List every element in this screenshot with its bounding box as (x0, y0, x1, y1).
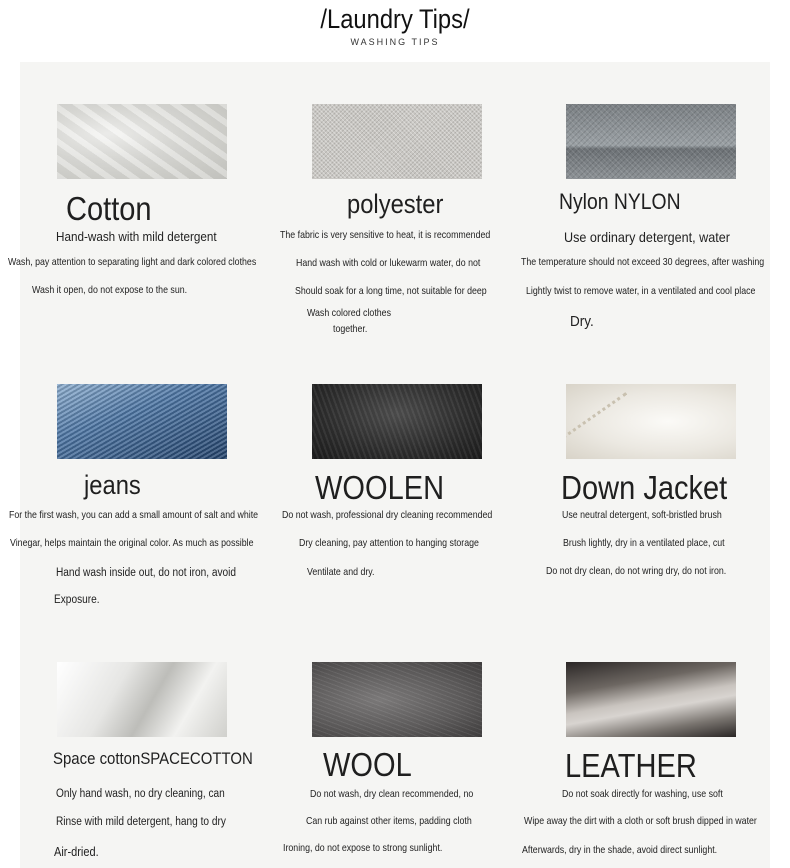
polyester-tip-3: Should soak for a long time, not suitable for deep (295, 285, 487, 297)
polyester-tip-4: Wash colored clothes (307, 307, 391, 319)
fabric-name-woolen: WOOLEN (315, 469, 445, 506)
space-cotton-tip-3: Air-dried. (54, 845, 99, 859)
leather-tip-1: Do not soak directly for washing, use soft (562, 788, 723, 800)
fabric-name-space-cotton: Space cottonSPACECOTTON (53, 749, 253, 768)
polyester-tip-2: Hand wash with cold or lukewarm water, do not (296, 257, 481, 269)
fabric-name-down-jacket: Down Jacket (561, 469, 728, 506)
fabric-name-polyester: polyester (347, 189, 444, 219)
space-cotton-fabric-image (57, 662, 227, 737)
cotton-tip-2: Wash, pay attention to separating light and dark colored clothes (8, 256, 257, 268)
wool-tip-3: Ironing, do not expose to strong sunlight. (283, 842, 443, 854)
leather-tip-3: Afterwards, dry in the shade, avoid direct sunlight. (522, 844, 718, 856)
wool-tip-2: Can rub against other items, padding cloth (306, 815, 472, 827)
woolen-tip-3: Ventilate and dry. (307, 566, 375, 578)
nylon-fabric-image (566, 104, 736, 179)
page-title: /Laundry Tips/ (320, 4, 470, 34)
woolen-tip-1: Do not wash, professional dry cleaning recommended (282, 509, 493, 521)
jeans-tip-1: For the first wash, you can add a small amount of salt and white (9, 509, 259, 521)
woolen-fabric-image (312, 384, 482, 459)
leather-tip-2: Wipe away the dirt with a cloth or soft brush dipped in water (524, 815, 757, 827)
jeans-tip-4: Exposure. (54, 594, 100, 606)
down-jacket-tip-3: Do not dry clean, do not wring dry, do not iron. (546, 565, 727, 577)
cotton-tip-1: Hand-wash with mild detergent (56, 229, 217, 244)
fabric-name-leather: LEATHER (565, 747, 697, 784)
space-cotton-tip-2: Rinse with mild detergent, hang to dry (56, 816, 226, 828)
nylon-tip-4: Dry. (570, 313, 594, 330)
nylon-tip-1: Use ordinary detergent, water (564, 229, 730, 245)
nylon-tip-3: Lightly twist to remove water, in a ventilated and cool place (526, 285, 756, 297)
fabric-name-nylon: Nylon NYLON (559, 189, 681, 214)
cotton-fabric-image (57, 104, 227, 179)
page-subtitle: WASHING TIPS (350, 37, 440, 47)
polyester-fabric-image (312, 104, 482, 179)
woolen-tip-2: Dry cleaning, pay attention to hanging storage (299, 537, 479, 549)
leather-fabric-image (566, 662, 736, 737)
nylon-tip-2: The temperature should not exceed 30 degrees, after washing (521, 256, 765, 268)
space-cotton-tip-1: Only hand wash, no dry cleaning, can (56, 788, 225, 800)
cotton-tip-3: Wash it open, do not expose to the sun. (32, 284, 188, 296)
down-jacket-tip-2: Brush lightly, dry in a ventilated place, cut (563, 537, 725, 549)
polyester-tip-1: The fabric is very sensitive to heat, it is recommended (280, 229, 491, 241)
jeans-tip-2: Vinegar, helps maintain the original color. As much as possible (10, 537, 254, 549)
fabric-name-wool: WOOL (323, 746, 412, 783)
wool-fabric-image (312, 662, 482, 737)
fabric-name-jeans: jeans (84, 470, 141, 500)
denim-fabric-image (57, 384, 227, 459)
wool-tip-1: Do not wash, dry clean recommended, no (310, 788, 474, 800)
down-jacket-fabric-image (566, 384, 736, 459)
down-jacket-tip-1: Use neutral detergent, soft-bristled brush (562, 509, 722, 521)
jeans-tip-3: Hand wash inside out, do not iron, avoid (56, 567, 237, 579)
polyester-tip-5: together. (333, 323, 368, 335)
fabric-name-cotton: Cotton (66, 190, 152, 227)
